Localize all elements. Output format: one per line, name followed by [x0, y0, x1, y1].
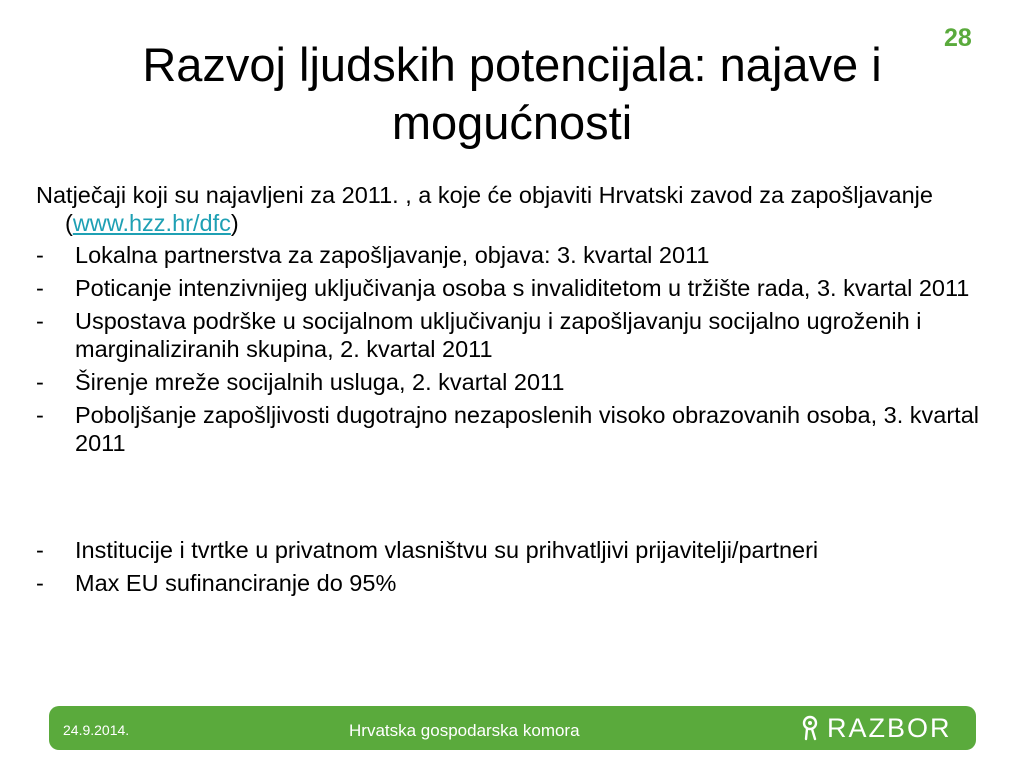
list-item — [36, 274, 1001, 302]
list-item — [36, 241, 1001, 269]
list-item — [36, 569, 1001, 597]
list-item-text: Lokalna partnerstva za zapošljavanje, objava: 3. kvartal 2011 — [75, 242, 710, 268]
dash-marker: - — [36, 402, 44, 428]
razbor-logo-icon — [801, 715, 819, 741]
footer-brand: RAZBOR — [827, 712, 952, 743]
slide-title: Razvoj ljudskih potencijala: najave i mogućnosti — [142, 38, 882, 149]
slide-content — [36, 181, 1001, 602]
bullet-list — [36, 241, 1001, 457]
dash-marker: - — [36, 308, 44, 334]
spacer — [36, 462, 1001, 536]
intro-paragraph — [36, 181, 1001, 237]
dash-marker: - — [36, 242, 44, 268]
dash-marker: - — [36, 369, 44, 395]
list-item — [36, 368, 1001, 396]
dash-marker: - — [36, 537, 44, 563]
list-item — [36, 307, 1001, 363]
page-number: 28 — [944, 24, 972, 52]
list-item-text: Širenje mreže socijalnih usluga, 2. kvartal 2011 — [75, 369, 565, 395]
dash-marker: - — [36, 570, 44, 596]
list-item-text: Institucije i tvrtke u privatnom vlasništvu su prihvatljivi prijavitelji/partneri — [75, 537, 819, 563]
footer-bar — [49, 706, 976, 750]
list-item-text: Poticanje intenzivnijeg uključivanja osoba s invaliditetom u tržište rada, 3. kvartal 2011 — [75, 275, 970, 301]
intro-after: ) — [230, 210, 239, 236]
razbor-logo — [801, 713, 961, 743]
footer-organization: Hrvatska gospodarska komora — [349, 721, 580, 740]
list-item — [36, 536, 1001, 564]
intro-text: Natječaji koji su najavljeni za 2011. , a koje će objaviti Hrvatski zavod za zapošljavanje ( — [36, 182, 933, 236]
bullet-list-secondary — [36, 536, 1001, 597]
list-item-text: Poboljšanje zapošljivosti dugotrajno nezaposlenih visoko obrazovanih osoba, 3. kvartal 2011 — [75, 402, 980, 456]
hzz-link[interactable]: www.hzz.hr/dfc — [72, 210, 231, 236]
list-item — [36, 401, 1001, 457]
dash-marker: - — [36, 275, 44, 301]
footer-date: 24.9.2014. — [63, 722, 130, 738]
list-item-text: Max EU sufinanciranje do 95% — [75, 570, 397, 596]
list-item-text: Uspostava podrške u socijalnom uključivanju i zapošljavanju socijalno ugroženih i marginaliziranih skupina, 2. kvartal 2011 — [75, 308, 922, 362]
